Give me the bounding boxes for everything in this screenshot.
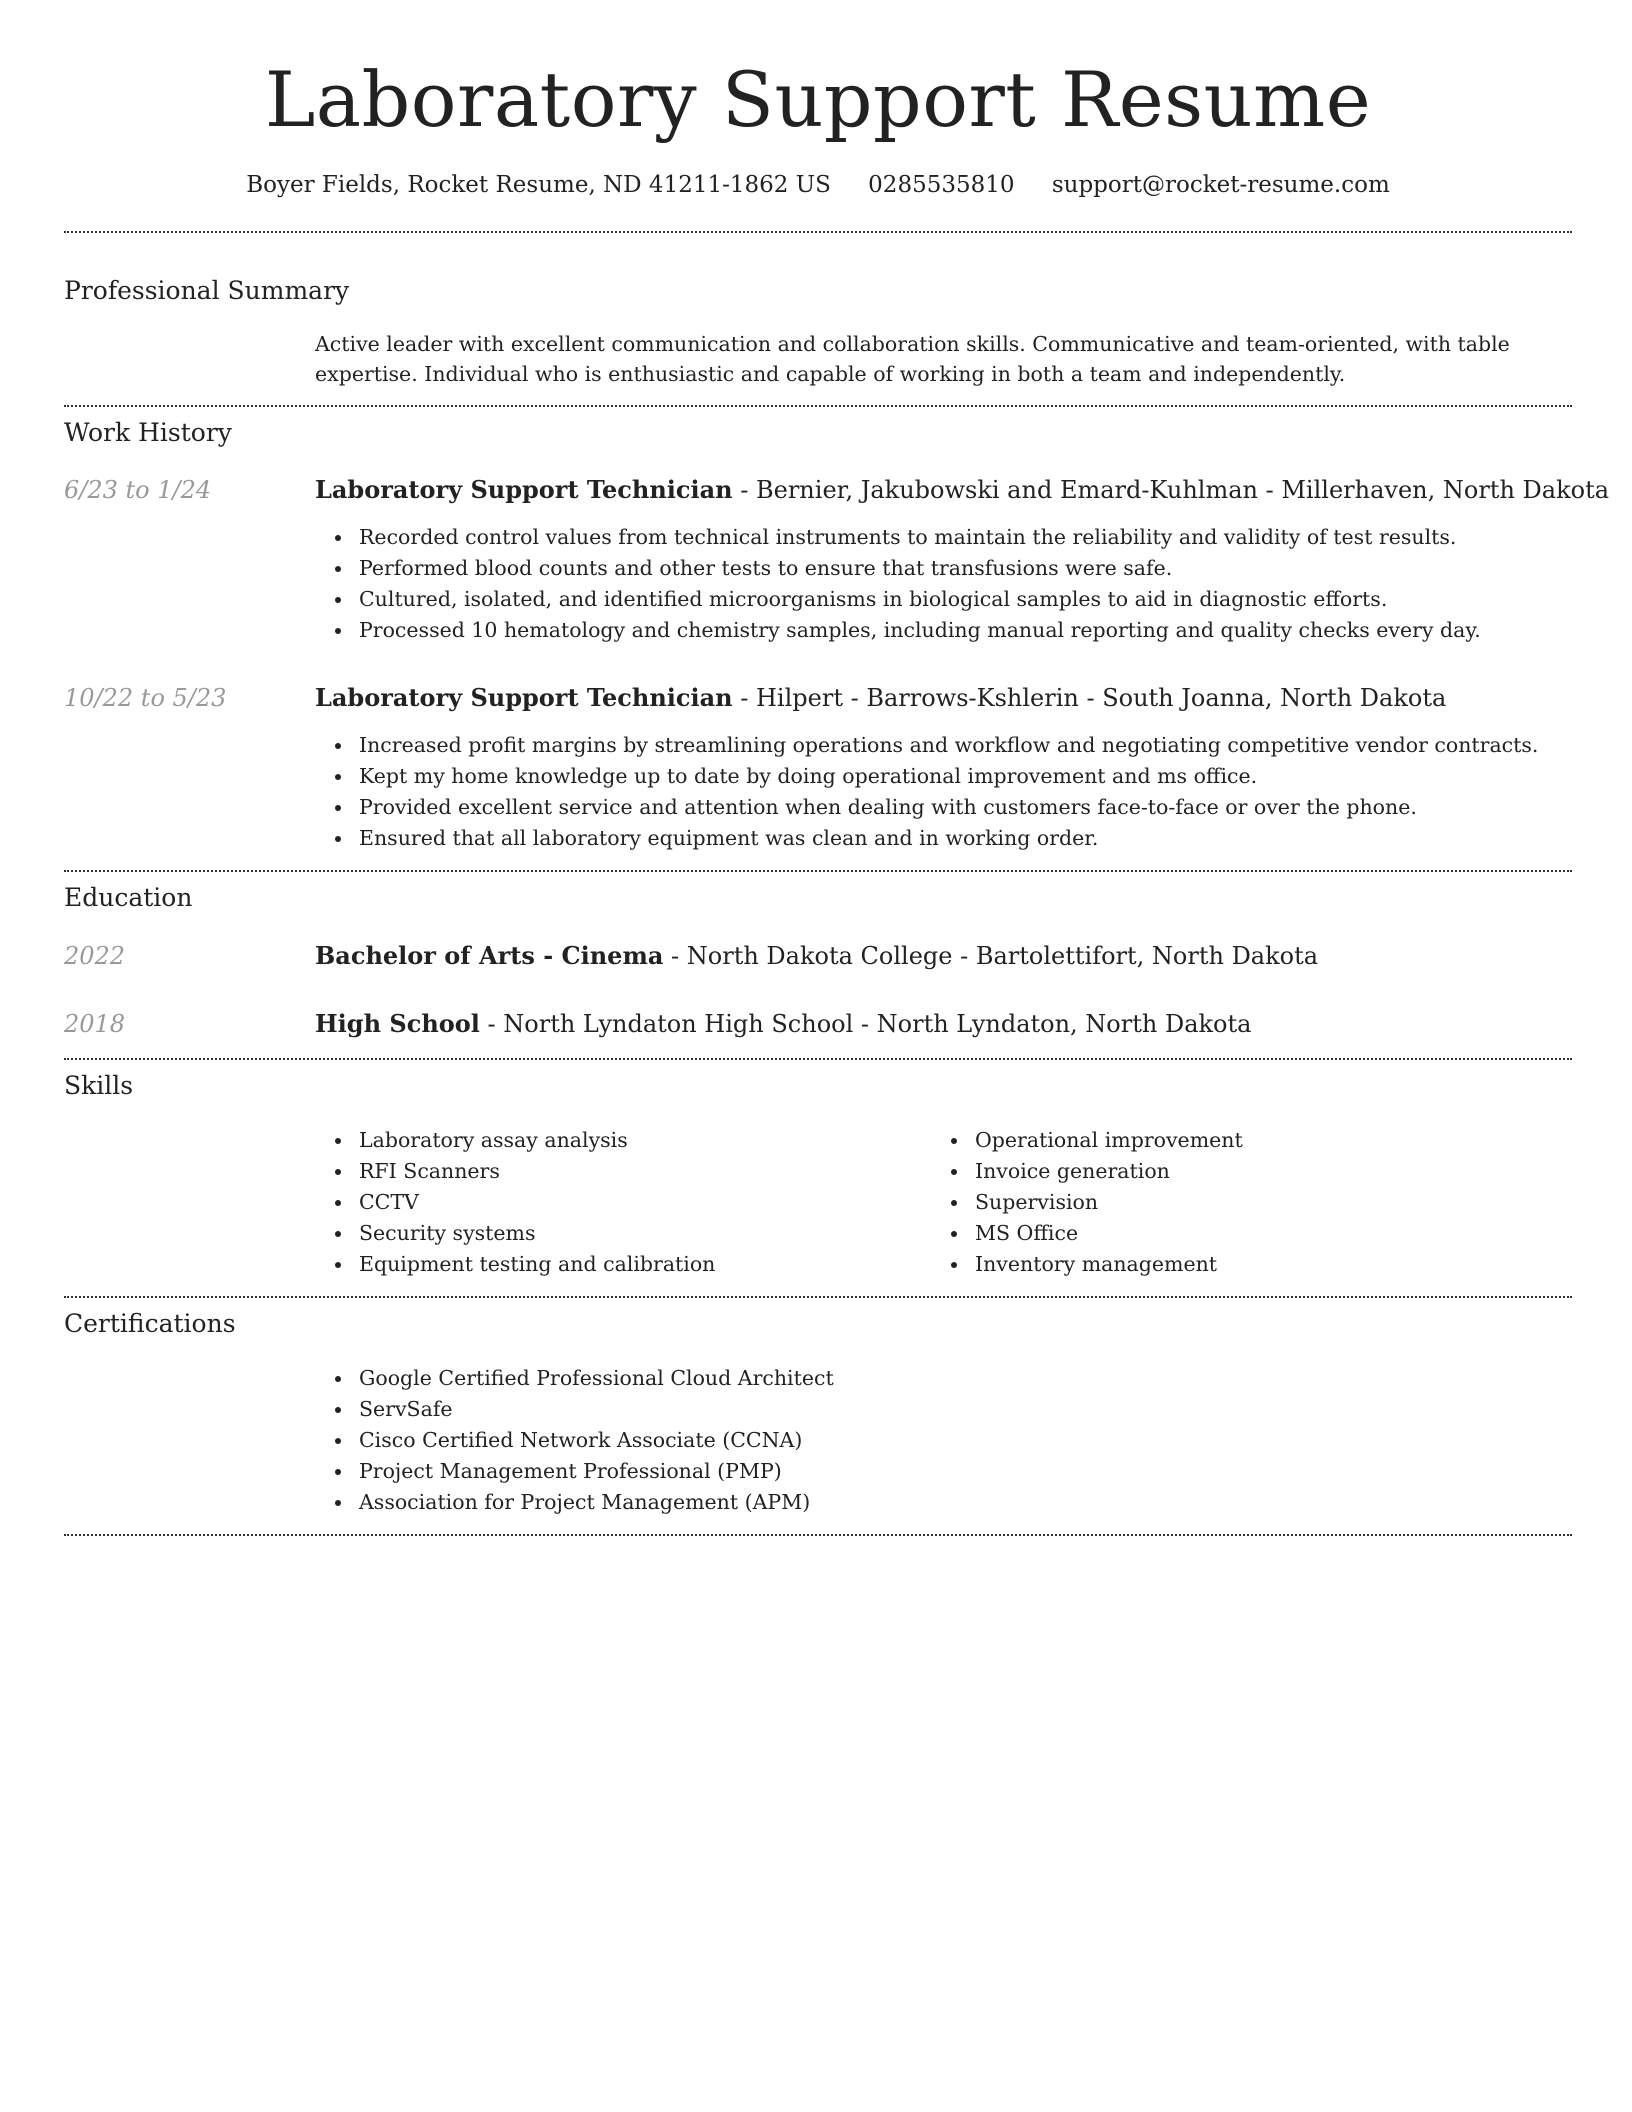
job-details: - Bernier, Jakubowski and Emard-Kuhlman - Millerhaven, North Dakota	[732, 476, 1610, 504]
skills-section	[64, 1070, 1572, 1280]
work-history-section	[64, 417, 1610, 854]
skills-list-left	[315, 1125, 931, 1280]
contact-email: support@rocket-resume.com	[1051, 172, 1390, 198]
work-bullets-wrap	[315, 730, 1572, 854]
work-entry	[64, 474, 1610, 646]
list-item: Cultured, isolated, and identified microorganisms in biological samples to aid in diagnostic efforts.	[359, 584, 1572, 615]
job-title: Laboratory Support Technician	[315, 475, 733, 504]
education-entry	[64, 1008, 1572, 1040]
list-item: Google Certified Professional Cloud Architect	[359, 1363, 1572, 1394]
job-title: Laboratory Support Technician	[315, 683, 733, 712]
education-heading	[315, 1008, 1572, 1040]
list-item: Project Management Professional (PMP)	[359, 1456, 1572, 1487]
summary-section	[64, 275, 1572, 389]
work-bullets	[315, 730, 1572, 854]
contact-address: Boyer Fields, Rocket Resume, ND 41211-1862 US	[246, 172, 831, 198]
education-year: 2018	[64, 1010, 126, 1038]
list-item: Association for Project Management (APM)	[359, 1487, 1572, 1518]
contact-line	[64, 170, 1572, 200]
list-item: Increased profit margins by streamlining operations and workflow and negotiating competitive vendor contracts.	[359, 730, 1572, 761]
section-title-education: Education	[64, 883, 193, 912]
work-dates: 6/23 to 1/24	[64, 476, 212, 504]
education-section	[64, 882, 1572, 1040]
list-item: Processed 10 hematology and chemistry samples, including manual reporting and quality checks every day.	[359, 615, 1572, 646]
list-item: Recorded control values from technical instruments to maintain the reliability and validity of test results.	[359, 522, 1572, 553]
list-item: Operational improvement	[975, 1125, 1547, 1156]
list-item: MS Office	[975, 1218, 1547, 1249]
list-item: Cisco Certified Network Associate (CCNA)	[359, 1425, 1572, 1456]
list-item: Inventory management	[975, 1249, 1547, 1280]
certifications-section	[64, 1308, 1572, 1518]
list-item: Ensured that all laboratory equipment was clean and in working order.	[359, 823, 1572, 854]
list-item: Invoice generation	[975, 1156, 1547, 1187]
divider	[64, 1058, 1572, 1060]
resume-page	[64, 0, 1610, 1536]
divider	[64, 870, 1572, 872]
list-item: Security systems	[359, 1218, 931, 1249]
work-dates: 10/22 to 5/23	[64, 684, 227, 712]
list-item: CCTV	[359, 1187, 931, 1218]
skills-columns	[315, 1125, 1572, 1280]
list-item: Laboratory assay analysis	[359, 1125, 931, 1156]
section-title-summary: Professional Summary	[64, 276, 350, 305]
divider	[64, 405, 1572, 407]
school-details: - North Dakota College - Bartolettifort, North Dakota	[663, 942, 1319, 970]
degree: High School	[315, 1009, 480, 1038]
contact-phone: 0285535810	[868, 172, 1015, 198]
education-year: 2022	[64, 942, 126, 970]
section-title-certifications: Certifications	[64, 1309, 236, 1338]
job-details: - Hilpert - Barrows-Kshlerin - South Joanna, North Dakota	[732, 684, 1447, 712]
resume-title: Laboratory Support Resume	[264, 55, 1372, 144]
work-bullets-wrap	[315, 522, 1572, 646]
work-heading	[315, 682, 1572, 714]
education-heading	[315, 940, 1572, 972]
school-details: - North Lyndaton High School - North Lyndaton, North Dakota	[479, 1010, 1252, 1038]
divider	[64, 1534, 1572, 1536]
section-title-skills: Skills	[64, 1071, 134, 1100]
list-item: Kept my home knowledge up to date by doing operational improvement and ms office.	[359, 761, 1572, 792]
work-heading	[315, 474, 1610, 506]
list-item: Performed blood counts and other tests to ensure that transfusions were safe.	[359, 553, 1572, 584]
list-item: Supervision	[975, 1187, 1547, 1218]
list-item: Equipment testing and calibration	[359, 1249, 931, 1280]
work-entry	[64, 682, 1572, 854]
divider	[64, 1296, 1572, 1298]
list-item: Provided excellent service and attention when dealing with customers face-to-face or over the phone.	[359, 792, 1572, 823]
skills-list-right	[931, 1125, 1547, 1280]
certifications-list	[315, 1363, 1572, 1518]
degree: Bachelor of Arts - Cinema	[315, 941, 664, 970]
list-item: RFI Scanners	[359, 1156, 931, 1187]
list-item: ServSafe	[359, 1394, 1572, 1425]
section-title-work-history: Work History	[64, 418, 232, 447]
work-bullets	[315, 522, 1572, 646]
education-entry	[64, 940, 1572, 972]
certifications-wrap	[315, 1363, 1572, 1518]
divider	[64, 231, 1572, 233]
summary-text: Active leader with excellent communication and collaboration skills. Communicative and team-oriented, with table expertise. Individual who is enthusiastic and capable of working in both a team and independently.	[315, 332, 1510, 386]
